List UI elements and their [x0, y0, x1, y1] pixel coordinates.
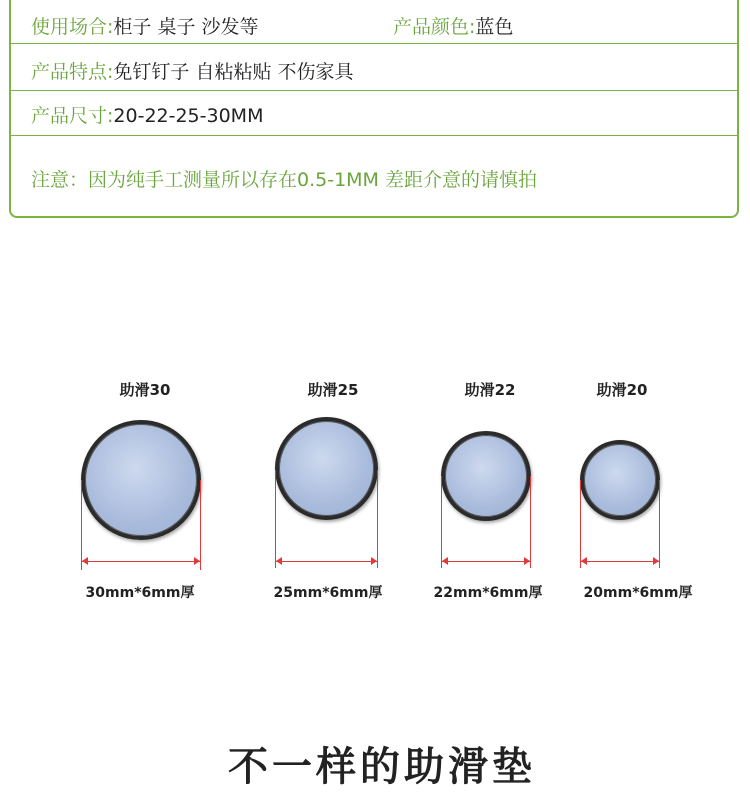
dimension-guide-right: [530, 476, 531, 568]
divider: [11, 135, 737, 136]
color-row: [393, 12, 513, 39]
usage-row: [31, 12, 259, 39]
dimension-arrow-20: [581, 561, 659, 562]
pad-size-20: 20mm*6mm厚: [583, 585, 693, 601]
dimension-arrow-22: [442, 561, 530, 562]
usage-label: 使用场合:: [31, 16, 114, 38]
usage-value: 柜子 桌子 沙发等: [113, 16, 259, 38]
divider: [11, 43, 737, 44]
dimension-arrow-30: [82, 561, 200, 562]
color-label: 产品颜色:: [393, 16, 476, 38]
dimension-guide-right: [200, 480, 201, 570]
pad-size-25: 25mm*6mm厚: [273, 585, 383, 601]
size-row: [31, 101, 263, 128]
pad-size-30: 30mm*6mm厚: [85, 585, 195, 601]
pad-title-22: 助滑22: [464, 381, 516, 399]
pad-title-25: 助滑25: [307, 381, 359, 399]
color-value: 蓝色: [475, 16, 514, 38]
dimension-arrow-25: [276, 561, 377, 562]
pad-title-20: 助滑20: [596, 381, 648, 399]
pad-disc-30: [81, 420, 201, 540]
section-heading: 不一样的助滑垫: [228, 744, 536, 790]
pad-disc-25: [275, 417, 378, 520]
divider: [11, 90, 737, 91]
feature-label: 产品特点:: [31, 61, 114, 83]
pad-disc-20: [580, 440, 660, 520]
spec-box: [9, 0, 739, 218]
pad-title-30: 助滑30: [119, 381, 171, 399]
size-label: 产品尺寸:: [31, 105, 114, 127]
size-value: 20-22-25-30MM: [113, 105, 264, 127]
dimension-guide-left: [275, 470, 276, 568]
dimension-guide-left: [580, 480, 581, 568]
dimension-guide-right: [377, 470, 378, 568]
feature-row: [31, 57, 354, 84]
dimension-guide-left: [441, 476, 442, 568]
dimension-guide-right: [659, 480, 660, 568]
pad-size-22: 22mm*6mm厚: [433, 585, 543, 601]
pad-disc-22: [441, 431, 531, 521]
feature-value: 免钉钉子 自粘粘贴 不伤家具: [113, 61, 354, 83]
measurement-note: 注意：因为纯手工测量所以存在0.5-1MM 差距介意的请慎拍: [31, 169, 537, 191]
